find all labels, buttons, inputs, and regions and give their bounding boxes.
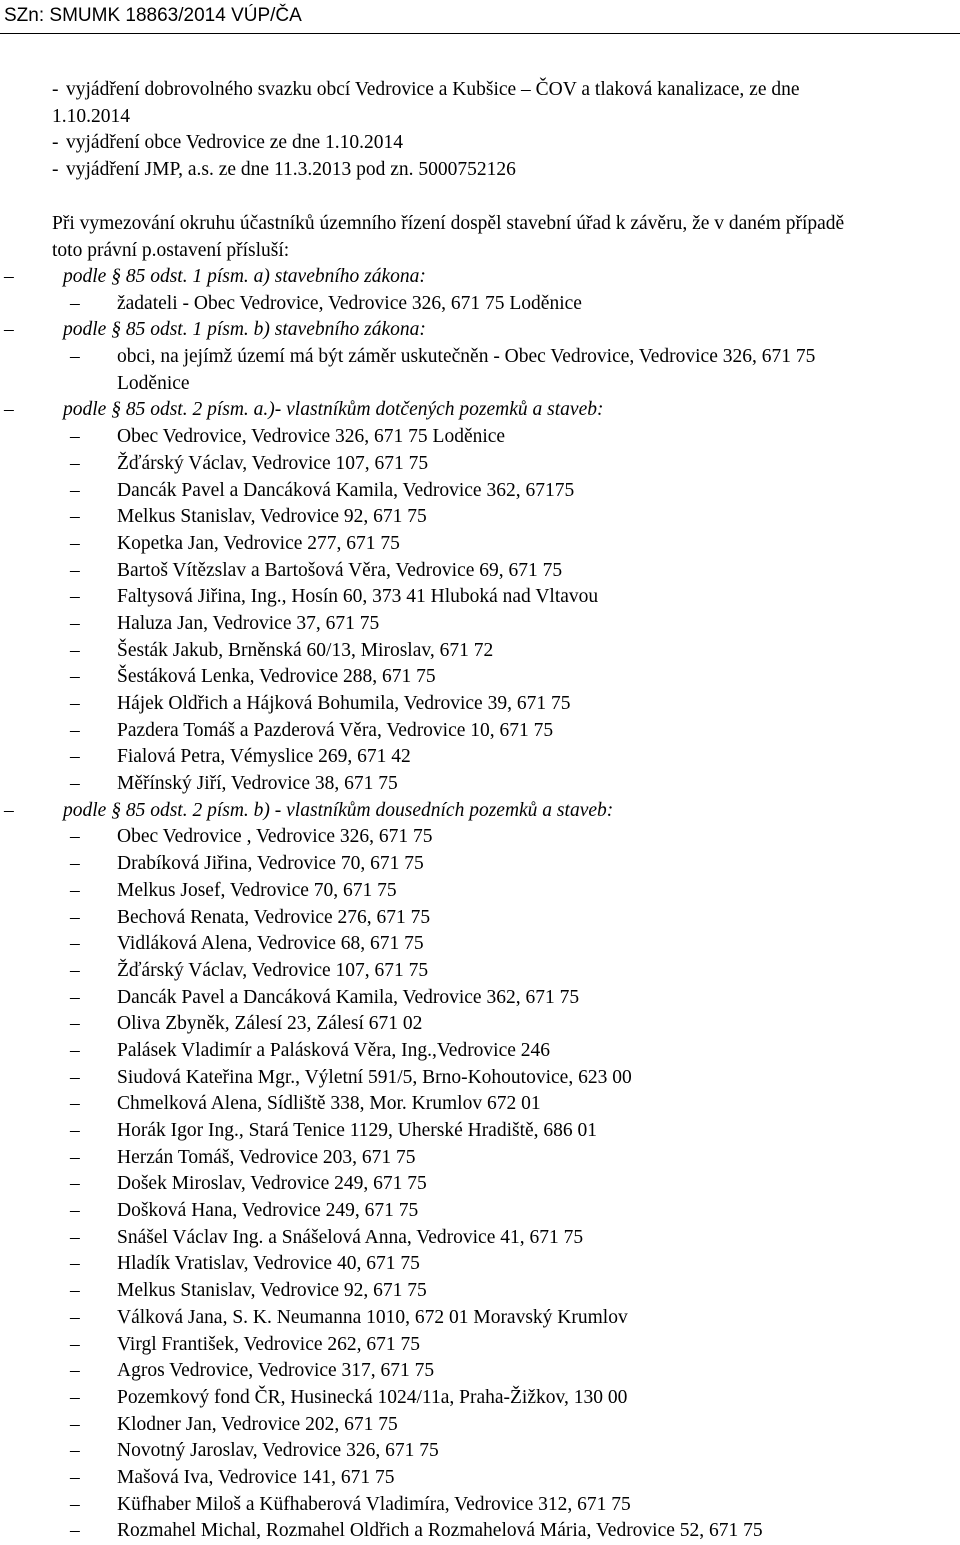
item-text: Pazdera Tomáš a Pazderová Věra, Vedrovice 10, 671 75 <box>117 719 554 741</box>
opinion-item <box>0 157 960 184</box>
item-dash: – <box>70 1520 80 1542</box>
group-dash: – <box>4 319 14 341</box>
group-item <box>0 985 960 1012</box>
item-text: Pozemkový fond ČR, Husinecká 1024/11a, Praha-Žižkov, 130 00 <box>117 1386 628 1408</box>
item-text: Herzán Tomáš, Vedrovice 203, 671 75 <box>117 1146 416 1168</box>
item-text: Bechová Renata, Vedrovice 276, 671 75 <box>117 906 431 928</box>
participant-groups <box>0 264 960 1545</box>
group-heading-a <box>0 264 960 291</box>
item-dash: – <box>70 1226 80 1248</box>
item-text: Mašová Iva, Vedrovice 141, 671 75 <box>117 1466 395 1488</box>
group-heading-c <box>0 397 960 424</box>
item-dash: – <box>70 933 80 955</box>
paragraph-line: toto právní p.ostavení přísluší: <box>52 239 290 261</box>
group-heading-text: podle § 85 odst. 2 písm. b) - vlastníkům dousedních pozemků a staveb: <box>63 799 614 821</box>
item-dash: – <box>70 1146 80 1168</box>
opinion-text: vyjádření obce Vedrovice ze dne 1.10.2014 <box>66 132 403 154</box>
group-item <box>0 1465 960 1492</box>
item-dash: – <box>70 853 80 875</box>
group-item-continuation <box>0 371 960 398</box>
item-dash: – <box>70 1493 80 1515</box>
group-item <box>0 931 960 958</box>
item-dash: – <box>70 1120 80 1141</box>
group-heading-d <box>0 798 960 825</box>
group-item <box>0 664 960 691</box>
item-dash: – <box>70 639 80 661</box>
item-text: Snášel Václav Ing. a Snášelová Anna, Vedrovice 41, 671 75 <box>117 1226 584 1248</box>
item-dash: – <box>70 906 80 928</box>
opinion-text-continuation: 1.10.2014 <box>52 105 130 127</box>
group-d-items <box>0 824 960 1545</box>
item-text: Měřínský Jiří, Vedrovice 38, 671 75 <box>117 773 398 795</box>
group-item <box>0 1412 960 1439</box>
item-text: Drabíková Jiřina, Vedrovice 70, 671 75 <box>117 853 424 875</box>
item-text: Melkus Josef, Vedrovice 70, 671 75 <box>117 879 397 901</box>
item-dash: – <box>70 532 80 554</box>
item-dash: – <box>70 1253 80 1275</box>
item-dash: – <box>70 666 80 688</box>
group-item <box>0 718 960 745</box>
item-text: obci, na jejímž území má být záměr uskutečněn - Obec Vedrovice, Vedrovice 326, 671 75 <box>117 346 816 368</box>
opinion-text: vyjádření dobrovolného svazku obcí Vedrovice a Kubšice – ČOV a tlaková kanalizace, ze dne <box>66 79 800 100</box>
item-dash: – <box>70 586 80 608</box>
group-heading-text: podle § 85 odst. 1 písm. a) stavebního zákona: <box>63 266 426 287</box>
group-item <box>0 691 960 718</box>
group-item <box>0 1225 960 1252</box>
item-dash: – <box>70 719 80 741</box>
group-item <box>0 824 960 851</box>
item-dash: – <box>70 986 80 1008</box>
group-item <box>0 1278 960 1305</box>
item-text: Obec Vedrovice, Vedrovice 326, 671 75 Loděnice <box>117 426 506 448</box>
group-item <box>0 291 960 318</box>
paragraph-line: Při vymezování okruhu účastníků územního řízení dospěl stavební úřad k závěru, že v daném případě <box>52 213 845 234</box>
group-item <box>0 771 960 798</box>
group-item <box>0 1198 960 1225</box>
item-text: Fialová Petra, Vémyslice 269, 671 42 <box>117 746 411 768</box>
group-item <box>0 744 960 771</box>
group-item <box>0 1091 960 1118</box>
header-divider <box>0 33 960 34</box>
item-text: Virgl František, Vedrovice 262, 671 75 <box>117 1333 421 1355</box>
item-text: Horák Igor Ing., Stará Tenice 1129, Uherské Hradiště, 686 01 <box>117 1120 598 1141</box>
item-dash: – <box>70 559 80 581</box>
item-text: Melkus Stanislav, Vedrovice 92, 671 75 <box>117 1280 427 1302</box>
item-dash: – <box>70 1013 80 1035</box>
group-item <box>0 1518 960 1545</box>
group-item <box>0 1492 960 1519</box>
item-text: Haluza Jan, Vedrovice 37, 671 75 <box>117 612 380 634</box>
group-item <box>0 1305 960 1332</box>
item-dash: – <box>70 612 80 634</box>
opinion-text: vyjádření JMP, a.s. ze dne 11.3.2013 pod zn. 5000752126 <box>66 159 516 181</box>
item-text: Novotný Jaroslav, Vedrovice 326, 671 75 <box>117 1440 439 1462</box>
item-dash: – <box>70 1466 80 1488</box>
item-text: Melkus Stanislav, Vedrovice 92, 671 75 <box>117 506 427 528</box>
item-text: Došková Hana, Vedrovice 249, 671 75 <box>117 1200 419 1222</box>
group-item <box>0 1145 960 1172</box>
item-dash: – <box>70 693 80 714</box>
group-item <box>0 558 960 585</box>
group-item <box>0 638 960 665</box>
item-text: Žďárský Václav, Vedrovice 107, 671 75 <box>117 452 429 474</box>
group-item <box>0 1011 960 1038</box>
group-dash: – <box>4 266 14 287</box>
item-text: Dancák Pavel a Dancáková Kamila, Vedrovice 362, 67175 <box>117 479 575 501</box>
item-text: Chmelková Alena, Sídliště 338, Mor. Krumlov 672 01 <box>117 1093 541 1115</box>
group-item <box>0 611 960 638</box>
opinions-list <box>0 77 960 184</box>
item-dash: – <box>70 773 80 795</box>
item-dash: – <box>70 426 80 448</box>
group-item <box>0 1358 960 1385</box>
item-text: Hájek Oldřich a Hájková Bohumila, Vedrovice 39, 671 75 <box>117 693 571 714</box>
opinion-item <box>0 77 960 104</box>
item-dash: – <box>70 1360 80 1382</box>
group-dash: – <box>4 799 14 821</box>
group-item <box>0 344 960 371</box>
group-item <box>0 958 960 985</box>
item-text: Agros Vedrovice, Vedrovice 317, 671 75 <box>117 1360 435 1382</box>
list-dash: - <box>52 132 59 154</box>
item-dash: – <box>70 959 80 981</box>
group-item <box>0 1065 960 1092</box>
group-item <box>0 1385 960 1412</box>
group-item <box>0 424 960 451</box>
item-text: Obec Vedrovice , Vedrovice 326, 671 75 <box>117 826 433 848</box>
item-text: Küfhaber Miloš a Küfhaberová Vladimíra, Vedrovice 312, 671 75 <box>117 1493 631 1515</box>
item-dash: – <box>70 452 80 474</box>
group-item <box>0 878 960 905</box>
item-dash: – <box>70 1039 80 1061</box>
item-dash: – <box>70 1280 80 1302</box>
item-text: Vidláková Alena, Vedrovice 68, 671 75 <box>117 933 424 955</box>
item-dash: – <box>70 1093 80 1115</box>
group-c-items <box>0 424 960 798</box>
item-dash: – <box>70 506 80 528</box>
opinion-item <box>0 130 960 157</box>
item-dash: – <box>70 1386 80 1408</box>
group-item <box>0 531 960 558</box>
item-dash: – <box>70 1333 80 1355</box>
item-text: Hladík Vratislav, Vedrovice 40, 671 75 <box>117 1253 420 1275</box>
group-item <box>0 1332 960 1359</box>
participants-paragraph <box>0 211 960 264</box>
item-text: Klodner Jan, Vedrovice 202, 671 75 <box>117 1413 398 1435</box>
item-text: Rozmahel Michal, Rozmahel Oldřich a Rozmahelová Mária, Vedrovice 52, 671 75 <box>117 1520 763 1542</box>
group-item <box>0 1251 960 1278</box>
item-dash: – <box>70 746 80 768</box>
group-dash: – <box>4 399 14 421</box>
group-item <box>0 504 960 531</box>
item-text: Oliva Zbyněk, Zálesí 23, Zálesí 671 02 <box>117 1013 423 1035</box>
group-item <box>0 451 960 478</box>
group-item <box>0 1118 960 1145</box>
item-text: Kopetka Jan, Vedrovice 277, 671 75 <box>117 532 400 554</box>
group-item <box>0 1038 960 1065</box>
item-text: Palásek Vladimír a Palásková Věra, Ing.,Vedrovice 246 <box>117 1039 551 1061</box>
item-dash: – <box>70 879 80 901</box>
item-text: žadateli - Obec Vedrovice, Vedrovice 326, 671 75 Loděnice <box>117 292 582 314</box>
item-text: Bartoš Vítězslav a Bartošová Věra, Vedrovice 69, 671 75 <box>117 559 563 581</box>
item-text: Šestáková Lenka, Vedrovice 288, 671 75 <box>117 666 436 688</box>
item-dash: – <box>70 1440 80 1462</box>
item-dash: – <box>70 346 80 368</box>
group-item <box>0 1438 960 1465</box>
item-dash: – <box>70 1173 80 1195</box>
item-dash: – <box>70 292 80 314</box>
item-dash: – <box>70 1200 80 1222</box>
opinion-item-continuation <box>0 104 960 131</box>
item-dash: – <box>70 479 80 501</box>
group-heading-text: podle § 85 odst. 2 písm. a.)- vlastníkům dotčených pozemků a staveb: <box>63 399 604 421</box>
group-heading-text: podle § 85 odst. 1 písm. b) stavebního zákona: <box>63 319 426 341</box>
group-item <box>0 1171 960 1198</box>
item-dash: – <box>70 1413 80 1435</box>
item-text: Siudová Kateřina Mgr., Výletní 591/5, Brno-Kohoutovice, 623 00 <box>117 1066 632 1088</box>
item-text: Došek Miroslav, Vedrovice 249, 671 75 <box>117 1173 427 1195</box>
list-dash: - <box>52 79 59 100</box>
group-item <box>0 851 960 878</box>
item-text: Válková Jana, S. K. Neumanna 1010, 672 01 Moravský Krumlov <box>117 1306 628 1328</box>
item-dash: – <box>70 1066 80 1088</box>
item-text-continuation: Loděnice <box>117 372 190 394</box>
group-heading-b <box>0 317 960 344</box>
item-text: Žďárský Václav, Vedrovice 107, 671 75 <box>117 959 429 981</box>
item-dash: – <box>70 826 80 848</box>
list-dash: - <box>52 159 59 181</box>
item-text: Faltysová Jiřina, Ing., Hosín 60, 373 41 Hluboká nad Vltavou <box>117 586 599 608</box>
item-text: Dancák Pavel a Dancáková Kamila, Vedrovice 362, 671 75 <box>117 986 580 1008</box>
group-item <box>0 905 960 932</box>
group-item <box>0 478 960 505</box>
document-reference-header: SZn: SMUMK 18863/2014 VÚP/ČA <box>4 5 302 26</box>
group-item <box>0 584 960 611</box>
item-text: Šesták Jakub, Brněnská 60/13, Miroslav, 671 72 <box>117 639 494 661</box>
item-dash: – <box>70 1306 80 1328</box>
